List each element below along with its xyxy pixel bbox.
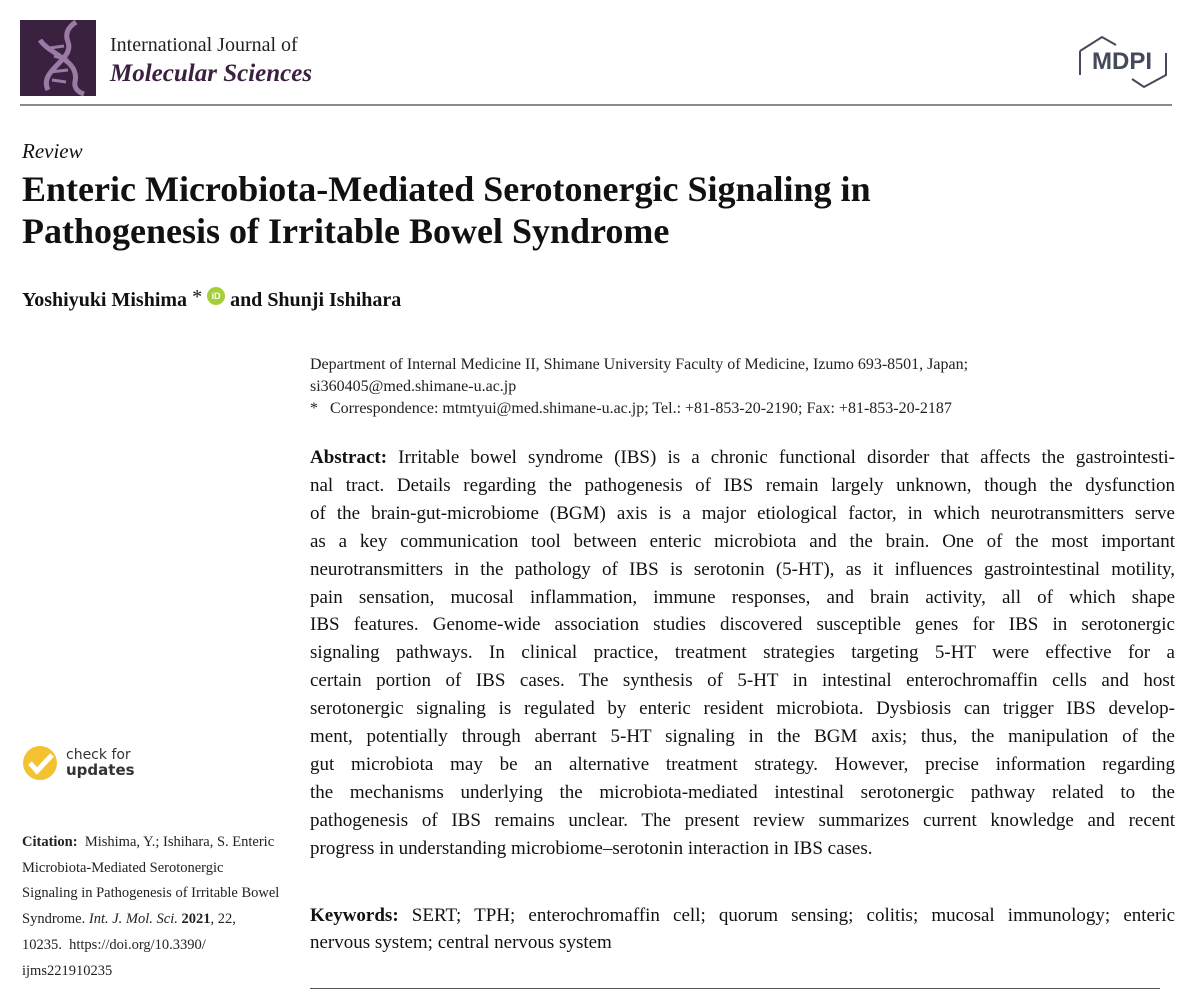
orcid-icon[interactable]: iD <box>207 287 225 305</box>
citation <box>22 830 282 984</box>
citation-label: Citation: <box>22 834 78 850</box>
affiliation-email[interactable]: si360405@med.shimane-u.ac.jp <box>310 378 517 395</box>
abstract-text: IBS features. Genome-wide association studies discovered susceptible genes for IBS in serotonergic <box>310 614 1175 636</box>
journal-logo <box>20 20 96 96</box>
citation-doi-link[interactable]: https://doi.org/10.3390/ ijms221910235 <box>22 936 206 979</box>
abstract-line <box>310 779 1175 807</box>
abstract-text: progress in understanding microbiome–serotonin interaction in IBS cases. <box>310 837 873 859</box>
check-for-updates-line1: check for <box>66 747 131 763</box>
abstract-text: pain sensation, mucosal inflammation, immune responses, and brain activity, all of which shape <box>310 586 1175 608</box>
abstract-line <box>310 472 1175 500</box>
citation-journal: Int. J. Mol. Sci. <box>88 911 178 928</box>
title-line: Enteric Microbiota-Mediated Serotonergic Signaling in <box>22 169 871 209</box>
abstract-text: certain portion of IBS cases. The synthesis of 5-HT in intestinal enterochromaffin cells and host <box>310 670 1175 692</box>
mdpi-logo-text: MDPI <box>1092 48 1152 75</box>
abstract-label: Abstract: <box>310 447 388 468</box>
abstract-line <box>310 556 1175 584</box>
keywords <box>310 902 1175 956</box>
title-line: Pathogenesis of Irritable Bowel Syndrome <box>22 211 670 251</box>
dna-icon <box>20 20 96 96</box>
abstract-line <box>310 611 1175 639</box>
keywords-label: Keywords: <box>310 905 399 926</box>
abstract <box>310 444 1175 863</box>
abstract-line <box>310 528 1175 556</box>
journal-name-line2: Molecular Sciences <box>110 60 313 87</box>
article-title <box>22 168 1172 252</box>
abstract-line <box>310 835 1175 863</box>
footer-rule <box>310 988 1160 989</box>
article-type: Review <box>22 139 83 163</box>
affiliations <box>310 354 968 420</box>
corresponding-mark: * <box>192 286 203 308</box>
abstract-text: of the brain-gut-microbiome (BGM) axis is a major etiological factor, in which neurotransmitters serve <box>310 502 1175 524</box>
mdpi-logo <box>1076 33 1170 89</box>
abstract-text: Irritable bowel syndrome (IBS) is a chronic functional disorder that affects the gastrointesti- <box>398 447 1176 468</box>
affiliation-line: Department of Internal Medicine II, Shimane University Faculty of Medicine, Izumo 693-8501, Japan; <box>310 356 969 373</box>
keywords-text: SERT; TPH; enterochromaffin cell; quorum sensing; colitis; mucosal immunology; enteric <box>411 905 1176 926</box>
abstract-text: as a key communication tool between enteric microbiota and the brain. One of the most important <box>310 530 1175 552</box>
abstract-text: neurotransmitters in the pathology of IBS is serotonin (5-HT), as it influences gastrointestinal motility, <box>310 558 1175 580</box>
abstract-text: pathogenesis of IBS remains unclear. The present review summarizes current knowledge and recent <box>310 809 1175 831</box>
abstract-line <box>310 695 1175 723</box>
check-for-updates-button[interactable] <box>22 745 135 781</box>
keywords-text: nervous system; central nervous system <box>310 932 612 953</box>
abstract-line <box>310 723 1175 751</box>
abstract-line <box>310 584 1175 612</box>
correspondence-text: Correspondence: mtmtyui@med.shimane-u.ac.jp; Tel.: +81-853-20-2190; Fax: +81-853-20-2187 <box>330 400 952 417</box>
citation-title: Enteric Microbiota-Mediated Serotonergic Signaling in Pathogenesis of Irritable Bowel Syndrome. <box>22 834 280 928</box>
abstract-text: serotonergic signaling is regulated by enteric resident microbiota. Dysbiosis can trigger IBS develop- <box>310 698 1175 720</box>
abstract-text: ment, potentially through aberrant 5-HT signaling in the BGM axis; thus, the manipulation of the <box>310 726 1175 748</box>
abstract-line <box>310 751 1175 779</box>
abstract-text: gut microbiota may be an alternative treatment strategy. However, precise information regarding <box>310 753 1175 775</box>
abstract-text: signaling pathways. In clinical practice, treatment strategies targeting 5-HT were effective for a <box>310 642 1175 664</box>
abstract-text: nal tract. Details regarding the pathogenesis of IBS remain largely unknown, though the dysfunction <box>310 474 1175 496</box>
author-list <box>22 286 402 312</box>
journal-name-line1: International Journal of <box>110 34 298 56</box>
citation-year: 2021 <box>181 911 211 928</box>
abstract-text: the mechanisms underlying the microbiota-mediated intestinal serotonergic pathway related to the <box>310 781 1175 803</box>
check-circle-icon <box>22 745 58 781</box>
abstract-line <box>310 807 1175 835</box>
abstract-line <box>310 667 1175 695</box>
correspondence <box>310 398 968 420</box>
abstract-line <box>310 444 1175 472</box>
citation-volume: , 22, <box>210 911 236 928</box>
check-for-updates-line2: updates <box>66 761 135 779</box>
abstract-line <box>310 639 1175 667</box>
citation-authors: Mishima, Y.; Ishihara, S. <box>84 834 229 850</box>
author-name[interactable]: Yoshiyuki Mishima <box>22 289 188 311</box>
correspondence-mark: * <box>310 400 318 417</box>
citation-article-number: 10235. <box>22 936 62 953</box>
header-rule <box>20 104 1172 106</box>
abstract-line <box>310 500 1175 528</box>
author-name[interactable]: Shunji Ishihara <box>267 289 402 311</box>
author-join: and <box>230 289 263 311</box>
